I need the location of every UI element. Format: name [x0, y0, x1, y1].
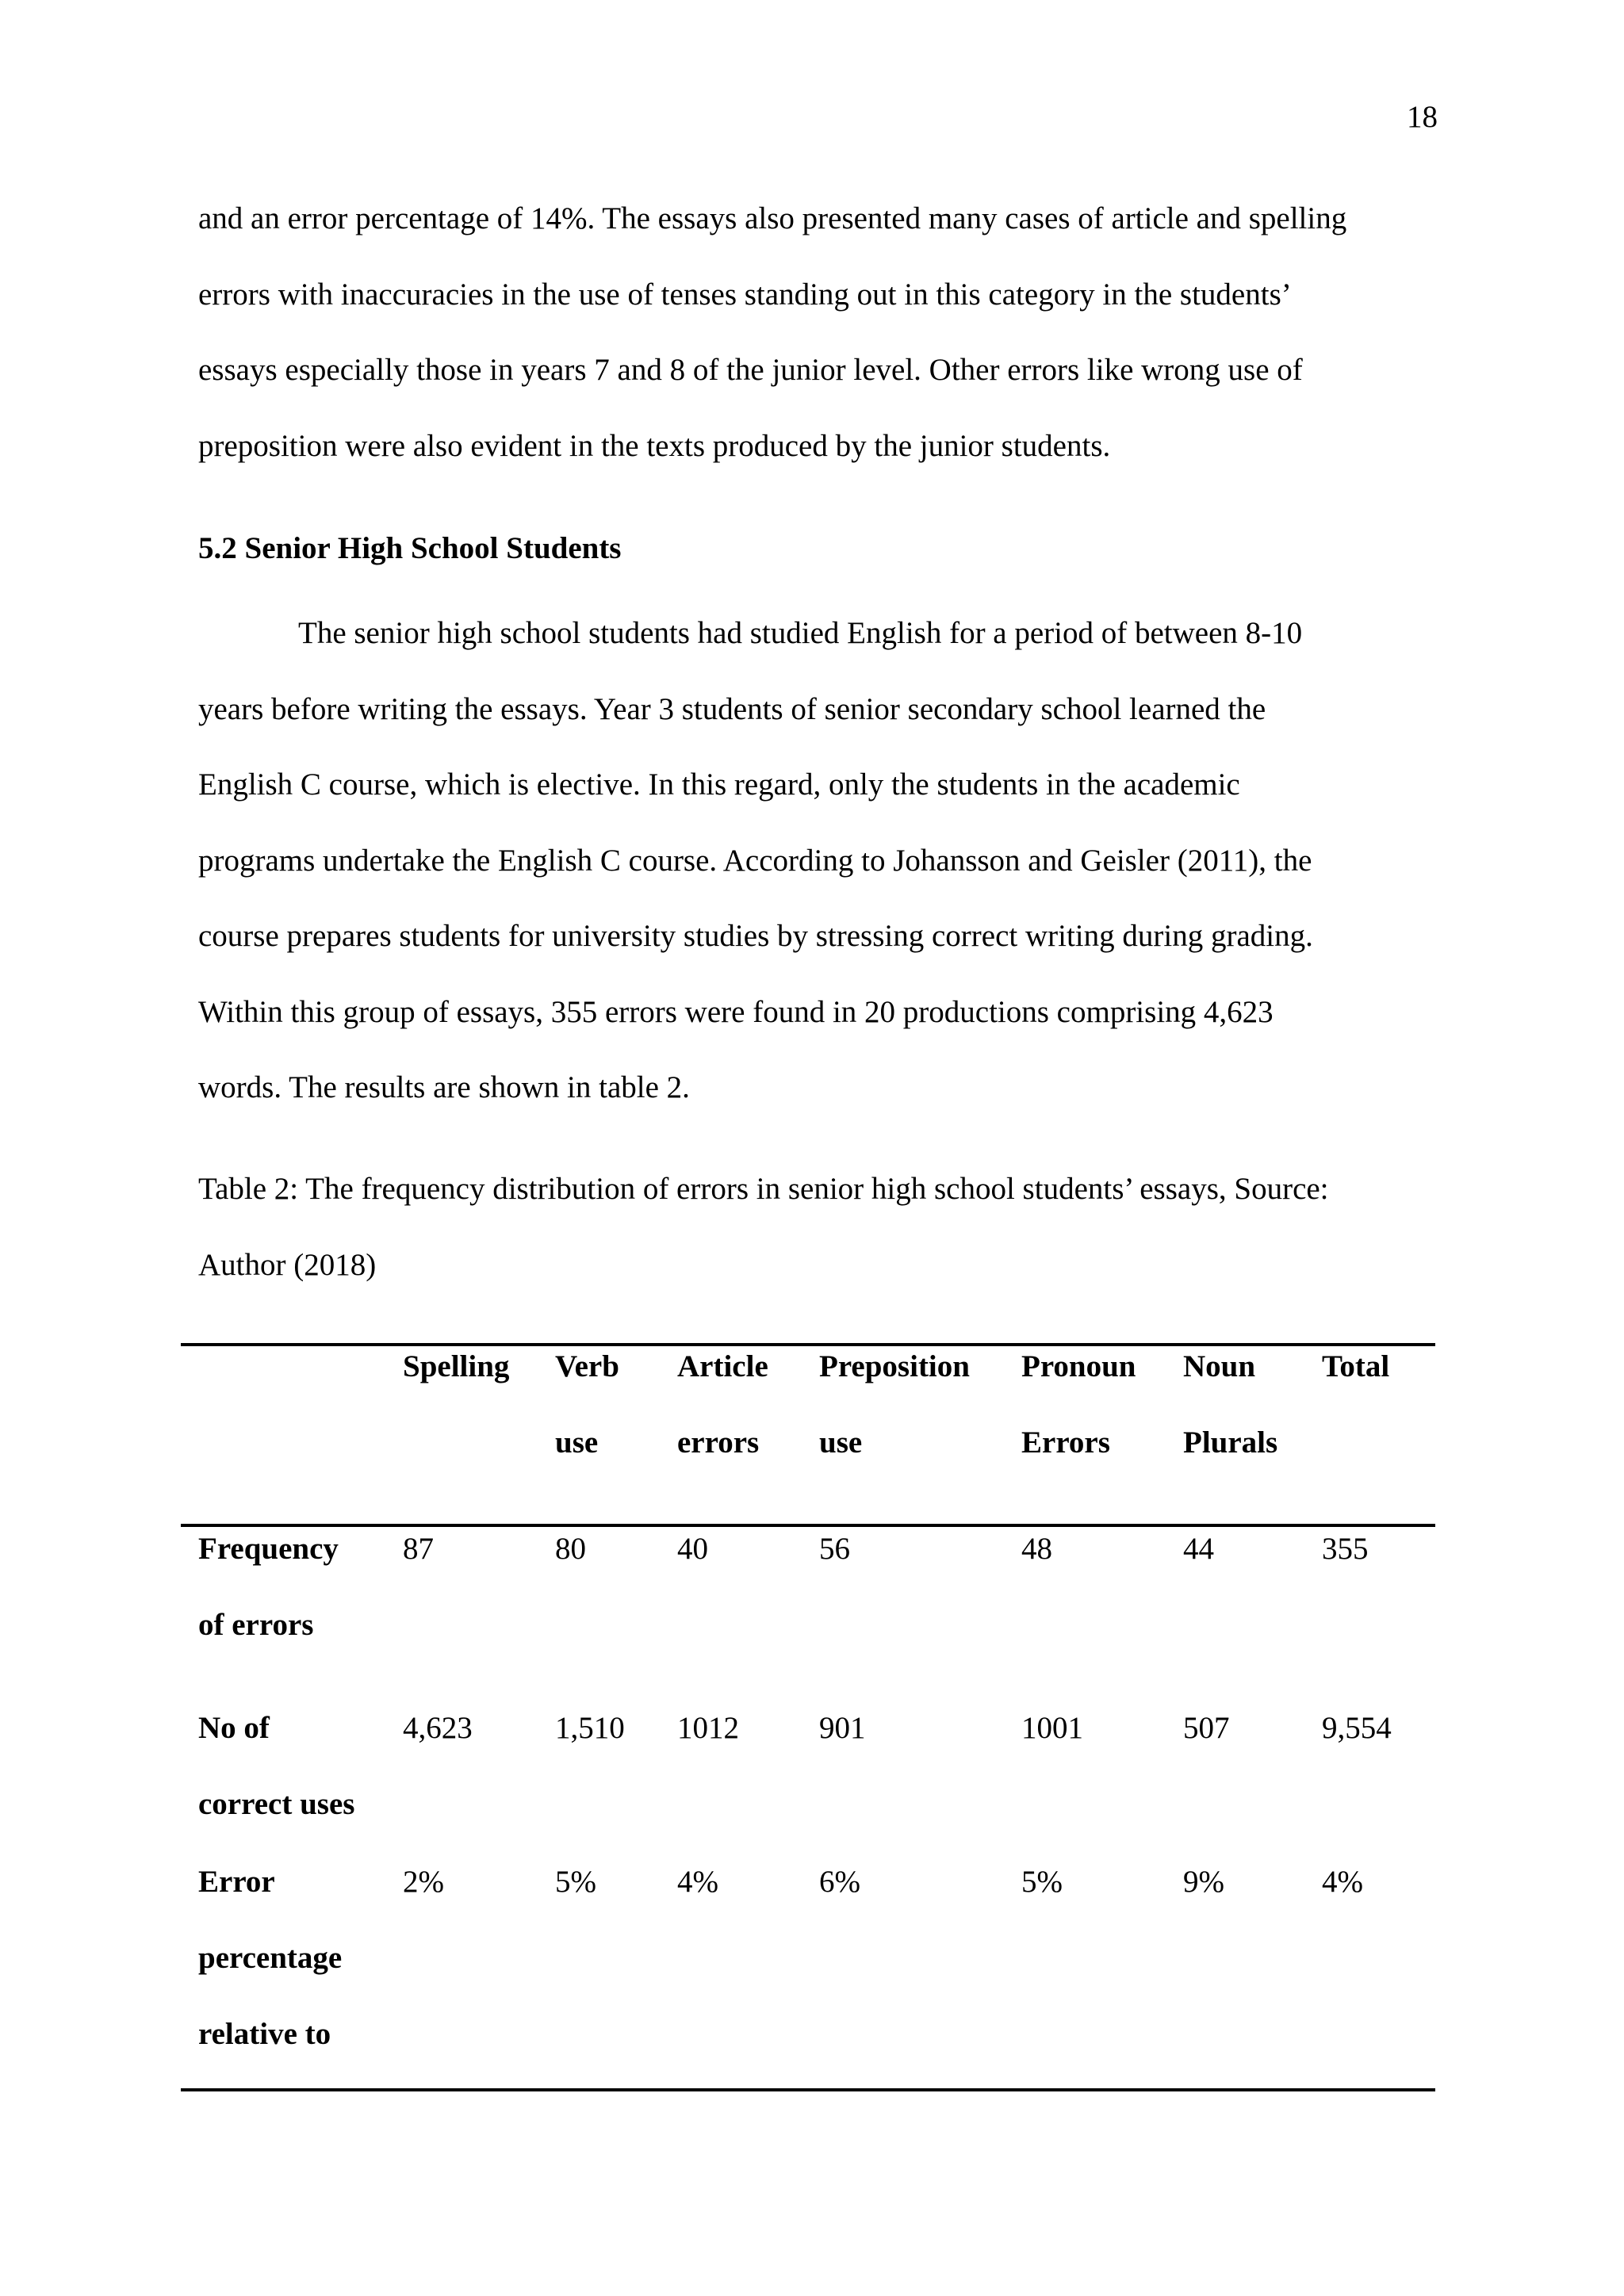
paragraph-line: course prepares students for university studies by stressing correct writing during grading.	[198, 919, 1313, 953]
row-label-text: relative to	[198, 2017, 331, 2051]
header-text: use	[555, 1425, 599, 1460]
header-noun-plurals	[1183, 1329, 1277, 1481]
header-preposition-use	[819, 1329, 970, 1481]
row-label-text: correct uses	[198, 1787, 355, 1821]
header-text: Article	[677, 1349, 768, 1383]
body-paragraph-2	[198, 595, 1435, 1126]
table-cell: 5%	[555, 1865, 596, 1899]
table-cell: 9%	[1183, 1865, 1224, 1899]
header-spelling	[403, 1329, 509, 1405]
table-cell: 4%	[677, 1865, 718, 1899]
table-cell: 1012	[677, 1711, 739, 1745]
paragraph-line: The senior high school students had studied English for a period of between 8-10	[298, 616, 1303, 650]
table-cell: 901	[819, 1711, 866, 1745]
row-label-text: percentage	[198, 1941, 343, 1975]
table-cell: 4,623	[403, 1711, 473, 1745]
header-article-errors	[677, 1329, 768, 1481]
table-bottom-rule	[181, 2088, 1435, 2091]
section-heading: 5.2 Senior High School Students	[198, 531, 622, 565]
table-cell: 48	[1021, 1532, 1052, 1566]
table-cell: 4%	[1322, 1865, 1363, 1899]
table-cell: 87	[403, 1532, 434, 1566]
paragraph-line: words. The results are shown in table 2.	[198, 1070, 690, 1104]
paragraph-line: programs undertake the English C course. According to Johansson and Geisler (2011), the	[198, 843, 1312, 878]
body-paragraph-1	[198, 181, 1435, 484]
row-label-text: Error	[198, 1865, 275, 1899]
table-cell: 40	[677, 1532, 708, 1566]
table-cell: 507	[1183, 1711, 1230, 1745]
paragraph-line: preposition were also evident in the texts produced by the junior students.	[198, 428, 1111, 463]
table-cell: 5%	[1021, 1865, 1063, 1899]
table-cell: 80	[555, 1532, 586, 1566]
paragraph-line: English C course, which is elective. In this regard, only the students in the academic	[198, 767, 1240, 802]
header-text: Preposition	[819, 1349, 970, 1383]
paragraph-line: essays especially those in years 7 and 8 of the junior level. Other errors like wrong use of	[198, 353, 1303, 387]
header-pronoun-errors	[1021, 1329, 1136, 1481]
row-label-frequency	[198, 1511, 339, 1663]
paragraph-line: years before writing the essays. Year 3 students of senior secondary school learned the	[198, 691, 1266, 726]
table-cell: 1001	[1021, 1711, 1083, 1745]
table-cell: 1,510	[555, 1711, 625, 1745]
row-label-error-percentage	[198, 1844, 342, 2072]
header-text: errors	[677, 1425, 760, 1460]
header-total	[1322, 1329, 1389, 1405]
header-text: Verb	[555, 1349, 619, 1383]
caption-line: Table 2: The frequency distribution of errors in senior high school students’ essays, Source:	[198, 1172, 1329, 1206]
header-text: Total	[1322, 1349, 1390, 1383]
table-cell: 9,554	[1322, 1711, 1392, 1745]
table-caption	[198, 1151, 1435, 1303]
header-verb-use	[555, 1329, 619, 1481]
header-text: use	[819, 1425, 863, 1460]
paragraph-line: and an error percentage of 14%. The essays also presented many cases of article and spelling	[198, 201, 1347, 235]
paragraph-line: errors with inaccuracies in the use of tenses standing out in this category in the students’	[198, 277, 1292, 312]
table-cell: 355	[1322, 1532, 1369, 1566]
caption-line: Author (2018)	[198, 1247, 377, 1282]
header-text: Noun	[1183, 1349, 1256, 1383]
row-label-text: Frequency	[198, 1532, 339, 1566]
paragraph-line: Within this group of essays, 355 errors were found in 20 productions comprising 4,623	[198, 994, 1274, 1029]
table-cell: 2%	[403, 1865, 444, 1899]
row-label-correct-uses	[198, 1690, 354, 1843]
table-header-rule	[181, 1524, 1435, 1527]
header-text: Errors	[1021, 1425, 1110, 1460]
header-text: Pronoun	[1021, 1349, 1136, 1383]
row-label-text: No of	[198, 1711, 270, 1745]
header-text: Plurals	[1183, 1425, 1278, 1460]
table-cell: 56	[819, 1532, 850, 1566]
table-cell: 44	[1183, 1532, 1214, 1566]
header-text: Spelling	[403, 1349, 510, 1383]
table-cell: 6%	[819, 1865, 860, 1899]
row-label-text: of errors	[198, 1608, 314, 1642]
page-number: 18	[1407, 100, 1438, 134]
